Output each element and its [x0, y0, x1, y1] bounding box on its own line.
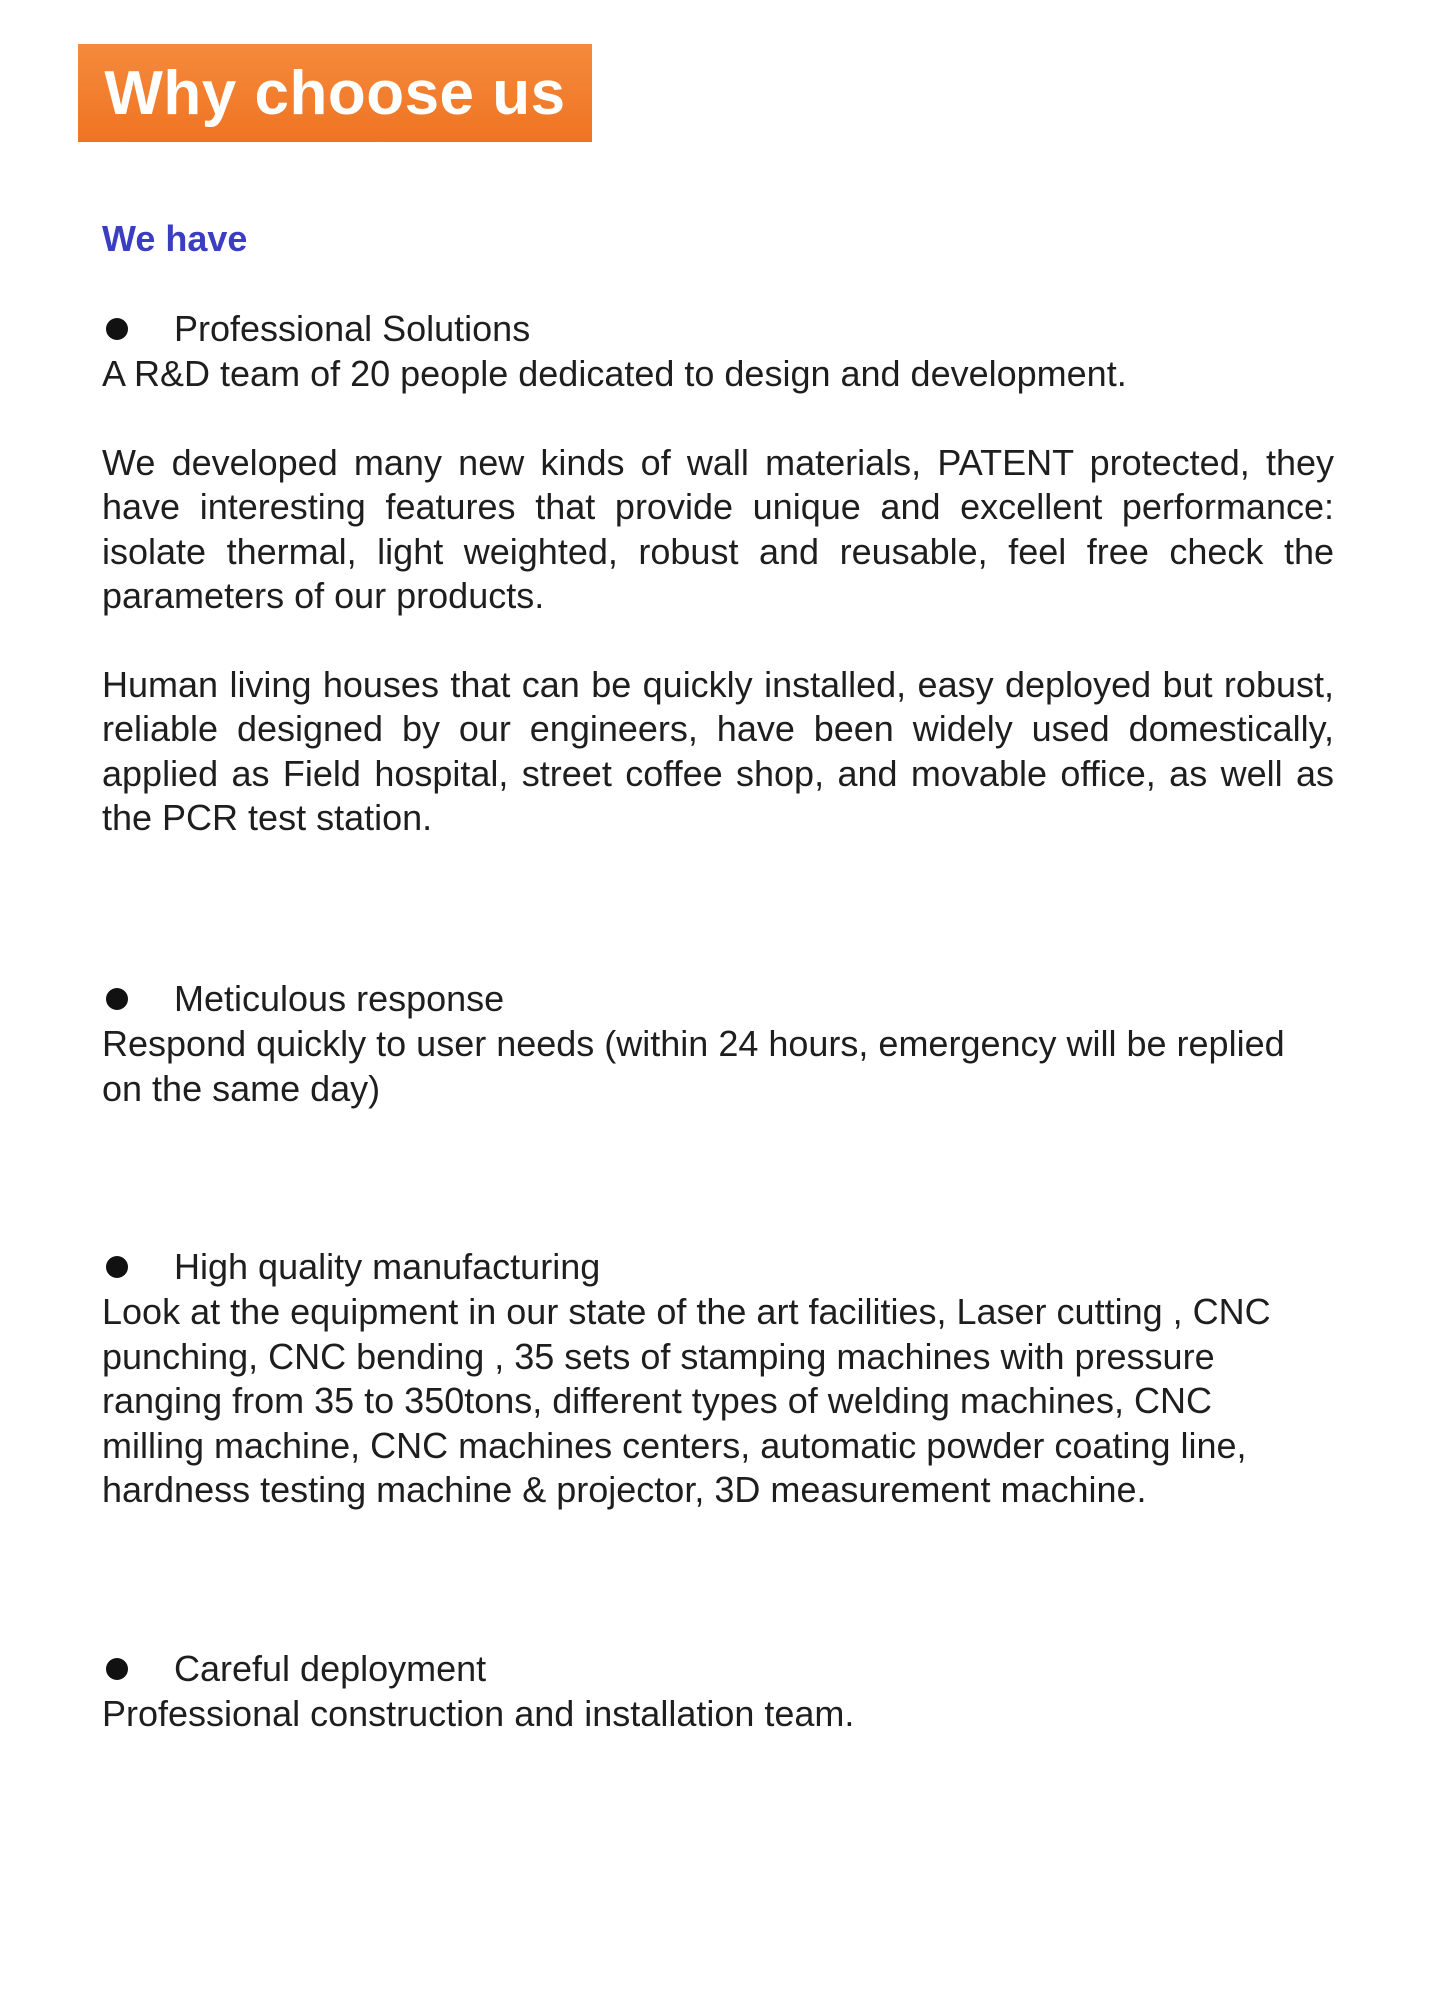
page-title: Why choose us	[104, 58, 566, 128]
section-paragraph: Respond quickly to user needs (within 24 hours, emergency will be replied on the same day)	[102, 1023, 1285, 1109]
bullet-title: Careful deployment	[174, 1648, 487, 1689]
section-high-quality-manufacturing	[102, 1244, 1334, 1513]
bullet-icon	[106, 988, 128, 1010]
bullet-icon	[106, 1658, 128, 1680]
section-paragraph: Look at the equipment in our state of the art facilities, Laser cutting , CNC punching, CNC bending , 35 sets of stamping machines with pressure ranging from 35 to 350tons, different types of welding machines, CNC milling machine, CNC machines centers, automatic powder coating line, hardness testing machine & projector, 3D measurement machine.	[102, 1291, 1271, 1510]
section-paragraph: Human living houses that can be quickly installed, easy deployed but robust, reliable designed by our engineers, have been widely used domestically, applied as Field hospital, street coffee shop, and movable office, as well as the PCR test station.	[102, 663, 1334, 838]
section-paragraph: A R&D team of 20 people dedicated to design and development.	[102, 353, 1127, 394]
bullet-title: Meticulous response	[174, 978, 505, 1019]
bullet-icon	[106, 1256, 128, 1278]
bullet-heading	[102, 1646, 1334, 1692]
section-meticulous-response	[102, 976, 1334, 1111]
paragraph-spacer	[102, 397, 1334, 441]
bullet-heading	[102, 1244, 1334, 1290]
bullet-title: Professional Solutions	[174, 308, 531, 349]
bullet-heading	[102, 976, 1334, 1022]
bullet-icon	[106, 318, 128, 340]
paragraph-spacer	[102, 619, 1334, 663]
section-paragraph: Professional construction and installation team.	[102, 1693, 855, 1734]
section-subheading: We have	[102, 218, 248, 259]
bullet-title: High quality manufacturing	[174, 1246, 601, 1287]
section-paragraph: We developed many new kinds of wall materials, PATENT protected, they have interesting features that provide unique and excellent performance: isolate thermal, light weighted, robust and reusable, feel free check the parameters of our products.	[102, 441, 1334, 616]
bullet-heading	[102, 306, 1334, 352]
section-careful-deployment	[102, 1646, 1334, 1737]
section-professional-solutions	[102, 306, 1334, 841]
title-banner	[78, 44, 592, 142]
